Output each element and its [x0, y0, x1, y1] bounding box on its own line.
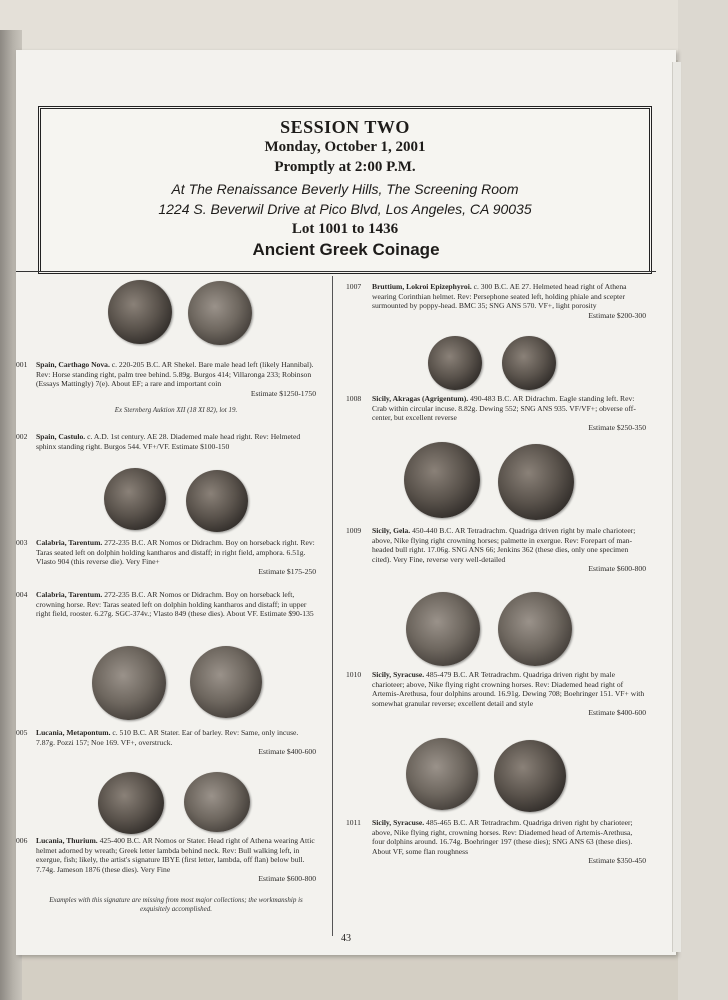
column-divider [332, 276, 333, 936]
lot-number: 006 [16, 836, 28, 845]
lot-1007 [346, 282, 646, 334]
coin-image [108, 280, 172, 344]
coin-image [92, 646, 166, 720]
session-title: SESSION TWO [280, 117, 410, 137]
lot-name: Spain, Carthago Nova. [36, 360, 110, 369]
session-venue: At The Renaissance Beverly Hills, The Screening Room [171, 181, 519, 197]
coin-image [428, 336, 482, 390]
lot-number: 004 [16, 590, 28, 599]
lot-estimate: Estimate $200-300 [588, 310, 646, 320]
lot-description: 272-235 B.C. AR Nomos or Didrachm. Boy on horseback right. Rev: Taras seated left on dolphin holding kantharos and distaff; in right field, amphora. 6.51g. Vlasto 904 (this reverse die). Very Fine+ [36, 538, 315, 567]
lot-description: 490-483 B.C. AR Didrachm. Eagle standing left. Rev: Crab within circular incuse. 8.82g. Dewing 552; SNG ANS 935. VF/VF+; obverse off-center, but excellent reverse [372, 394, 636, 423]
session-date: Monday, October 1, 2001 [264, 139, 426, 155]
lot-description: c. 510 B.C. AR Stater. Ear of barley. Rev: Same, only incuse. 7.87g. Pozzi 157; Noe 169. VF+, overstruck. [36, 728, 299, 747]
section-rule [16, 271, 656, 272]
lot-number: 003 [16, 538, 28, 547]
lot-description: 450-440 B.C. AR Tetradrachm. Quadriga driven right by male charioteer; above, Nike flying right crowning horses; palmette in exergue. Rev: Forepart of man-headed bull right. 17.06g. SNG ANS 66; Jenkins 362 (these dies, only one specimen cited). Very Fine, reverse very well-detailed [372, 526, 636, 564]
lot-description: 272-235 B.C. AR Nomos or Didrachm. Boy on horseback left, crowning horse. Rev: Taras seated left on dolphin holding kantharos and distaff; in upper right field, rooster. 6.27g. SGC-374v.; Vlasto 849 (these dies). About VF. Estimate $90-135 [36, 590, 314, 619]
lot-number: 1010 [346, 670, 362, 679]
coin-image [406, 738, 478, 810]
lot-1006 [16, 836, 316, 894]
lot-description: c. 220-205 B.C. AR Shekel. Bare male head left (likely Hannibal). Rev: Horse standing right, palm tree behind. 5.89g. Burgos 414; Villaronga 233; Robinson (Essays Mattingly) 7(e). About EF; a rare and important coin [36, 360, 314, 389]
section-title: Ancient Greek Coinage [252, 240, 440, 259]
lot-estimate: Estimate $400-600 [588, 708, 646, 718]
lot-name: Spain, Castulo. [36, 432, 86, 441]
lot-name: Lucania, Thurium. [36, 836, 98, 845]
lot-number: 001 [16, 360, 28, 369]
page-stack-edge [672, 62, 681, 952]
provenance-note: Ex Sternberg Auktion XII (18 XI 82), lot 19. [114, 406, 238, 414]
lot-1002 [16, 432, 316, 454]
lot-description: 485-465 B.C. AR Tetradrachm. Quadriga driven right by charioteer; above, Nike flying right, crowning horses. Rev: Diademed head of Artemis-Arethusa, four dolphins around. 16.74g. Boehringer 197 (these dies); SNG ANS 63 (these dies). About VF, some flan roughness [372, 818, 633, 856]
lot-1004 [16, 590, 316, 632]
session-lots: Lot 1001 to 1436 [291, 221, 399, 237]
coin-image [184, 772, 250, 832]
coin-image [406, 592, 480, 666]
coin-image [104, 468, 166, 530]
coin-image [188, 281, 252, 345]
lot-name: Sicily, Gela. [372, 526, 411, 535]
lot-estimate: Estimate $1250-1750 [250, 388, 316, 398]
coin-image [186, 470, 248, 532]
lot-1008 [346, 394, 646, 434]
session-address: 1224 S. Beverwil Drive at Pico Blvd, Los Angeles, CA 90035 [158, 201, 532, 217]
lot-description: c. A.D. 1st century. AE 28. Diademed male head right. Rev: Helmeted sphinx standing right. Burgos 544. VF+/VF. Estimate $100-150 [36, 432, 301, 451]
lot-1005 [16, 728, 316, 760]
lot-estimate: Estimate $600-800 [258, 874, 316, 884]
lot-name: Bruttium, Lokroi Epizephyroi. [372, 282, 472, 291]
lot-name: Sicily, Syracuse. [372, 670, 425, 679]
lot-number: 002 [16, 432, 28, 441]
coin-image [498, 444, 574, 520]
coin-image [494, 740, 566, 812]
lot-estimate: Estimate $250-350 [588, 422, 646, 432]
table-surface-right [678, 0, 728, 1000]
lot-1003 [16, 538, 316, 582]
coin-image [98, 772, 164, 834]
lot-number: 1007 [346, 282, 362, 291]
lot-name: Sicily, Syracuse. [372, 818, 425, 827]
coin-image [190, 646, 262, 718]
lot-number: 1008 [346, 394, 362, 403]
lot-name: Sicily, Akragas (Agrigentum). [372, 394, 469, 403]
lot-number: 1009 [346, 526, 362, 535]
catalog-page [16, 50, 676, 955]
lot-estimate: Estimate $175-250 [258, 566, 316, 576]
coin-image [498, 592, 572, 666]
lot-1009 [346, 526, 646, 582]
lot-number: 005 [16, 728, 28, 737]
lot-name: Calabria, Tarentum. [36, 538, 103, 547]
lot-description: 485-479 B.C. AR Tetradrachm. Quadriga driven right by male charioteer; above, Nike flying right crowning horses. Rev: Diademed head right of Artemis-Arethusa, four dolphins around. 16.91g. Dewing 708; Boehringer 151. VF+ with somewhat granular reverse; excellent detail and style [372, 670, 645, 708]
lot-description: c. 300 B.C. AE 27. Helmeted head right of Athena wearing Corinthian helmet. Rev: Persephone seated left, holding phiale and scepter surmounted by poppy-head. BMC 35; SNG ANS 570. VF+, light porosity [372, 282, 627, 311]
lot-name: Lucania, Metapontum. [36, 728, 111, 737]
lot-1010 [346, 670, 646, 726]
page-number: 43 [341, 933, 351, 944]
session-time: Promptly at 2:00 P.M. [274, 159, 416, 175]
lot-estimate: Estimate $400-600 [258, 747, 316, 757]
lot-note: Examples with this signature are missing from most major collections; the workmanship is exquisitely accomplished. [49, 896, 303, 913]
lot-1011 [346, 818, 646, 874]
lot-estimate: Estimate $350-450 [588, 856, 646, 866]
coin-image [404, 442, 480, 518]
lot-description: 425-400 B.C. AR Nomos or Stater. Head right of Athena wearing Attic helmet adorned by wreath; Greek letter lambda behind neck. Rev: Bull walking left, in exergue, fish; likely, the artist's signature IBYE (first letter, lambda, off flan) below bull. 7.74g. Jameson 1876 (these dies). Very Fine [36, 836, 315, 874]
lot-number: 1011 [346, 818, 361, 827]
coin-image [502, 336, 556, 390]
lot-name: Calabria, Tarentum. [36, 590, 103, 599]
lot-1001 [16, 360, 316, 404]
lot-estimate: Estimate $600-800 [588, 564, 646, 574]
